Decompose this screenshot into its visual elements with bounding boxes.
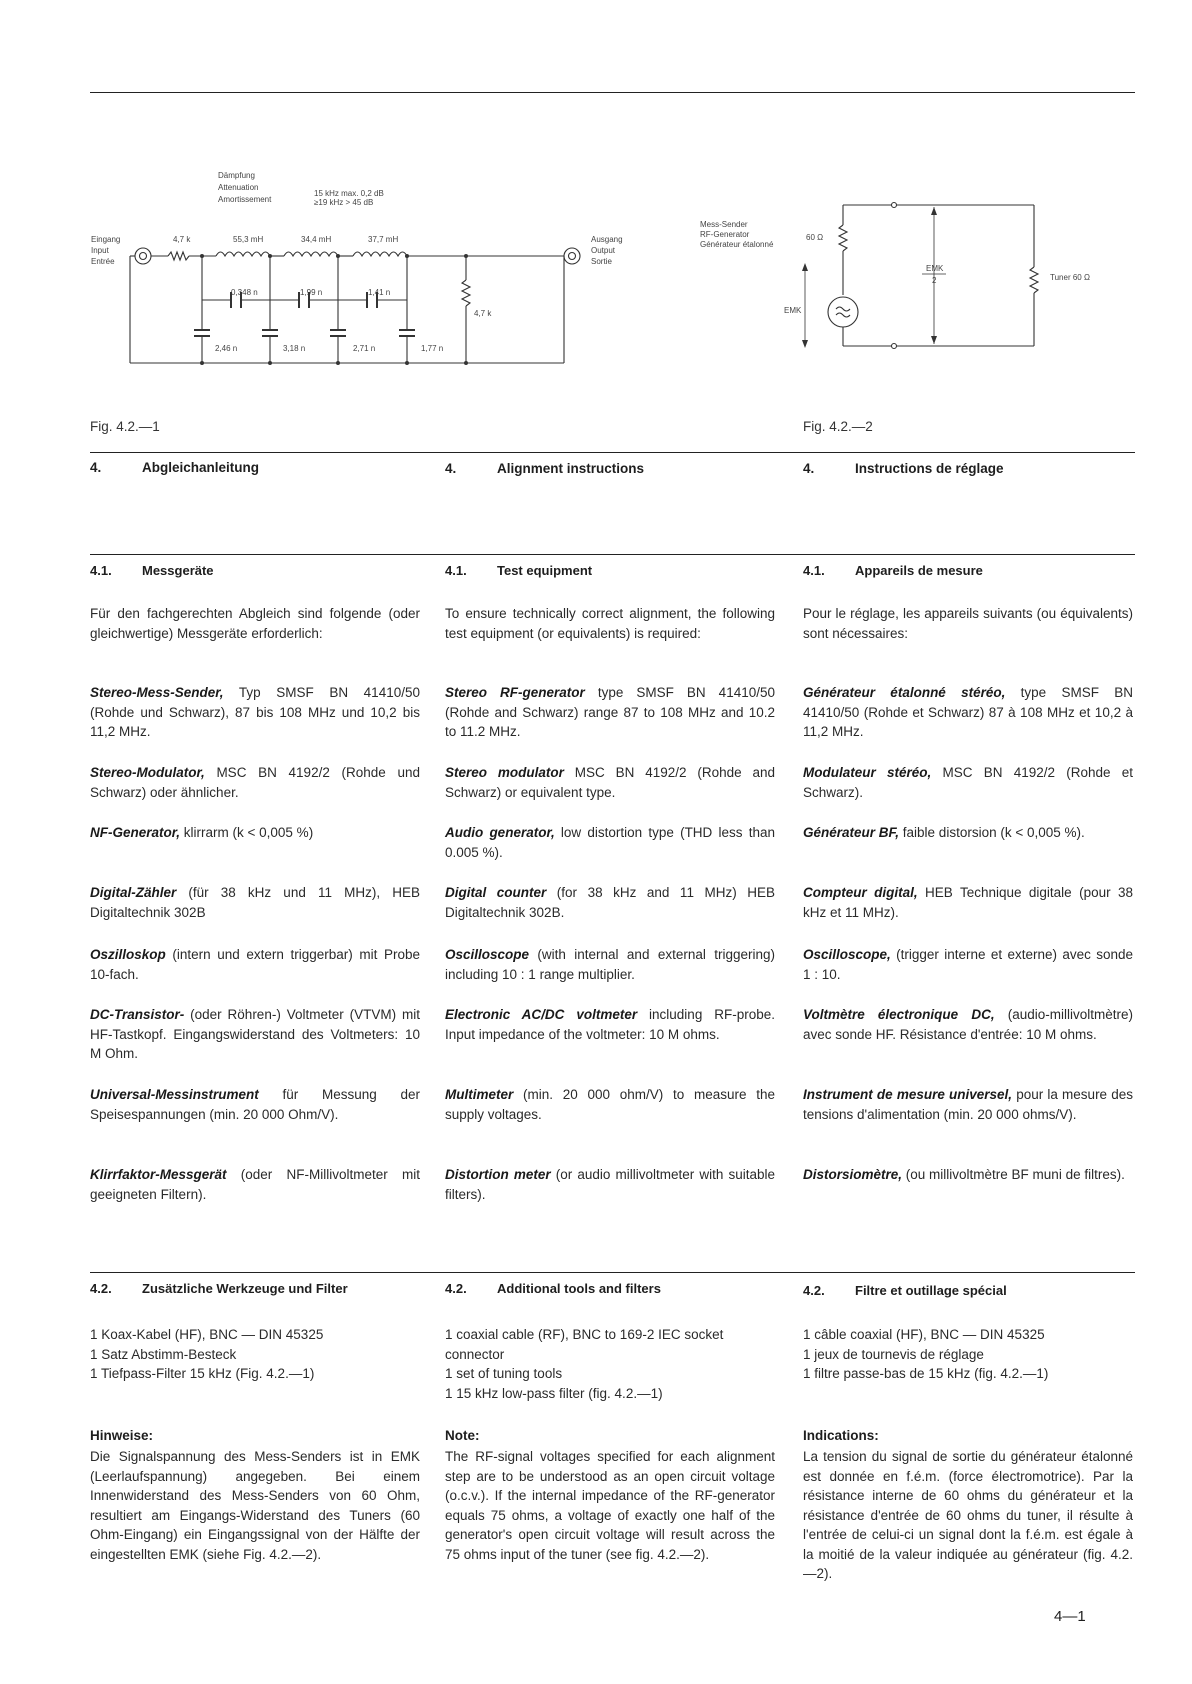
equipment-de-7: Universal-Messinstrument für Messung der Speisespannungen (min. 20 000 Ohm/V).: [90, 1087, 420, 1122]
tools-de: [90, 1325, 420, 1384]
tool-item: 1 Tiefpass-Filter 15 kHz (Fig. 4.2.—1): [90, 1366, 315, 1381]
heading-4-2-en: 4.2. Additional tools and filters: [445, 1281, 661, 1296]
tool-item: 1 coaxial cable (RF), BNC to 169-2 IEC socket connector: [445, 1327, 724, 1362]
note-title-fr: Indications:: [803, 1428, 879, 1443]
equipment-fr-8: Distorsiomètre, (ou millivoltmètre BF muni de filtres).: [803, 1167, 1125, 1182]
emk-half-numerator: EMK: [926, 264, 944, 273]
series-cap-2-value: 1,99 n: [300, 288, 323, 297]
equipment-en-8: Distortion meter (or audio millivoltmeter with suitable filters).: [445, 1167, 775, 1202]
output-label-de: Ausgang: [591, 235, 623, 244]
generator-label-en: RF-Generator: [700, 230, 750, 239]
tools-fr: [803, 1325, 1133, 1384]
tool-item: 1 Koax-Kabel (HF), BNC — DIN 45325: [90, 1327, 324, 1342]
input-label-fr: Entrée: [91, 257, 115, 266]
intro-en: To ensure technically correct alignment, the following test equipment (or equivalents) is required:: [445, 606, 775, 641]
shunt-cap-2-value: 3,18 n: [283, 344, 306, 353]
intro-fr: Pour le réglage, les appareils suivants (ou équivalents) sont nécessaires:: [803, 606, 1133, 641]
damping-value-2: ≥19 kHz > 45 dB: [314, 198, 374, 207]
damping-label-fr: Amortissement: [218, 195, 272, 204]
tool-item: 1 câble coaxial (HF), BNC — DIN 45325: [803, 1327, 1045, 1342]
input-label-en: Input: [91, 246, 109, 255]
emk-half-denominator: 2: [932, 276, 937, 285]
tool-item: 1 15 kHz low-pass filter (fig. 4.2.—1): [445, 1385, 663, 1401]
inductor-1-value: 55,3 mH: [233, 235, 264, 244]
equipment-de-5: Oszilloskop (intern und extern triggerbar) mit Probe 10-fach.: [90, 947, 420, 982]
tool-item: 1 jeux de tournevis de réglage: [803, 1346, 984, 1362]
equipment-en-2: Stereo modulator MSC BN 4192/2 (Rohde and Schwarz) or equivalent type.: [445, 765, 775, 800]
heading-4-2-fr: 4.2. Filtre et outillage spécial: [803, 1283, 1007, 1298]
heading-fr: 4. Instructions de réglage: [803, 461, 1004, 476]
figure-2-caption: Fig. 4.2.—2: [803, 419, 873, 434]
equipment-de-1: Stereo-Mess-Sender, Typ SMSF BN 41410/50 (Rohde und Schwarz), 87 bis 108 MHz und 10,2 bis 11,2 MHz.: [90, 685, 420, 739]
equipment-fr-3: Générateur BF, faible distorsion (k < 0,005 %).: [803, 825, 1085, 840]
equipment-en-5: Oscilloscope (with internal and external triggering) including 10 : 1 range multiplier.: [445, 947, 775, 982]
tool-item: 1 Satz Abstimm-Besteck: [90, 1346, 237, 1362]
equipment-de-6: DC-Transistor- (oder Röhren-) Voltmeter (VTVM) mit HF-Tastkopf. Eingangswiderstand des Voltmeters: 10 M Ohm.: [90, 1007, 420, 1061]
tuner-label: Tuner 60 Ω: [1050, 273, 1090, 282]
section-4-rule: [90, 452, 1135, 453]
equipment-de-4: Digital-Zähler (für 38 kHz und 11 MHz), HEB Digitaltechnik 302B: [90, 885, 420, 920]
series-cap-1-value: 0,348 n: [231, 288, 258, 297]
generator-label-de: Mess-Sender: [700, 220, 748, 229]
equipment-en-4: Digital counter (for 38 kHz and 11 MHz) HEB Digitaltechnik 302B.: [445, 885, 775, 920]
damping-value-1: 15 kHz max. 0,2 dB: [314, 189, 384, 198]
equipment-en-3: Audio generator, low distortion type (THD less than 0.005 %).: [445, 825, 775, 860]
inductor-3-value: 37,7 mH: [368, 235, 399, 244]
figure-1-caption: Fig. 4.2.—1: [90, 419, 160, 434]
equipment-de-8: Klirrfaktor-Messgerät (oder NF-Millivoltmeter mit geeigneten Filtern).: [90, 1167, 420, 1202]
input-label-de: Eingang: [91, 235, 121, 244]
equipment-fr-2: Modulateur stéréo, MSC BN 4192/2 (Rohde et Schwarz).: [803, 765, 1133, 800]
note-text-fr: La tension du signal de sortie du générateur étalonné est donnée en f.é.m. (force électromotrice). Par la résistance interne de 60 ohms du générateur et la résistance d'entrée de 60 ohms du tuner, il résulte à l'entrée de celui-ci un signal dont la f.é.m. est égale à la moitié de la valeur indiquée au générateur (fig. 4.2.—2).: [803, 1449, 1133, 1581]
heading-4-1-en: 4.1. Test equipment: [445, 563, 593, 578]
page-number: 4—1: [1054, 1608, 1086, 1625]
damping-label-en: Attenuation: [218, 183, 259, 192]
lowpass-filter-schematic: [88, 170, 623, 380]
note-title-en: Note:: [445, 1428, 480, 1443]
input-connector-icon: [135, 248, 151, 264]
equipment-en-1: Stereo RF-generator type SMSF BN 41410/50 (Rohde and Schwarz) range 87 to 108 MHz and 10.2 to 11.2 MHz.: [445, 685, 775, 739]
note-title-de: Hinweise:: [90, 1428, 154, 1443]
shunt-cap-3-value: 2,71 n: [353, 344, 376, 353]
equipment-fr-4: Compteur digital, HEB Technique digitale (pour 38 kHz et 11 MHz).: [803, 885, 1134, 920]
equipment-fr-1: Générateur étalonné stéréo, type SMSF BN 41410/50 (Rohde et Schwarz) 87 à 108 MHz et 10,2 à 11,2 MHz.: [803, 685, 1133, 739]
heading-4-1-fr: 4.1. Appareils de mesure: [803, 563, 983, 578]
output-label-fr: Sortie: [591, 257, 612, 266]
output-resistor-value: 4,7 k: [474, 309, 492, 318]
generator-tuner-schematic: [700, 205, 1140, 355]
tool-item: 1 set of tuning tools: [445, 1366, 563, 1381]
generator-label-fr: Générateur étalonné: [700, 240, 774, 249]
equipment-de-3: NF-Generator, klirrarm (k < 0,005 %): [90, 825, 314, 840]
tool-item: 1 filtre passe-bas de 15 kHz (fig. 4.2.—1): [803, 1366, 1049, 1381]
tools-en: [445, 1325, 775, 1403]
section-4-2-rule: [90, 1272, 1135, 1273]
equipment-en-6: Electronic AC/DC voltmeter including RF-probe. Input impedance of the voltmeter: 10 M ohms.: [445, 1007, 776, 1042]
top-rule: [90, 92, 1135, 93]
output-connector-icon: [564, 248, 580, 264]
generator-resistance-label: 60 Ω: [806, 233, 824, 242]
shunt-cap-4-value: 1,77 n: [421, 344, 444, 353]
output-label-en: Output: [591, 246, 616, 255]
heading-en: 4. Alignment instructions: [445, 461, 645, 476]
inductor-2-value: 34,4 mH: [301, 235, 332, 244]
damping-label-de: Dämpfung: [218, 171, 255, 180]
equipment-en-7: Multimeter (min. 20 000 ohm/V) to measure the supply voltages.: [445, 1087, 775, 1122]
emk-label: EMK: [784, 306, 802, 315]
input-resistor-value: 4,7 k: [173, 235, 191, 244]
equipment-fr-5: Oscilloscope, (trigger interne et externe) avec sonde 1 : 10.: [803, 947, 1133, 982]
equipment-de-2: Stereo-Modulator, MSC BN 4192/2 (Rohde und Schwarz) oder ähnlicher.: [90, 765, 420, 800]
equipment-fr-6: Voltmètre électronique DC, (audio-millivoltmètre) avec sonde HF. Résistance d'entrée: 10 M ohms.: [803, 1007, 1133, 1042]
heading-4-2-de: 4.2. Zusätzliche Werkzeuge und Filter: [90, 1281, 348, 1296]
signal-source-icon: [828, 297, 858, 327]
section-4-1-rule: [90, 554, 1135, 555]
intro-de: Für den fachgerechten Abgleich sind folgende (oder gleichwertige) Messgeräte erforderlich:: [90, 606, 420, 641]
equipment-fr-7: Instrument de mesure universel, pour la mesure des tensions d'alimentation (min. 20 000 ohms/V).: [803, 1087, 1133, 1122]
heading-de: 4. Abgleichanleitung: [90, 460, 260, 475]
shunt-cap-1-value: 2,46 n: [215, 344, 238, 353]
heading-4-1-de: 4.1. Messgeräte: [90, 563, 214, 578]
note-text-de: Die Signalspannung des Mess-Senders ist in EMK (Leerlaufspannung) angegeben. Bei einem Innenwiderstand des Mess-Senders von 60 Ohm, resultiert am Eingangs-Widerstand des Tuners (60 Ohm-Eingang) ein Eingangssignal von der Hälfte der eingestellten EMK (siehe Fig. 4.2.—2).: [90, 1449, 420, 1562]
series-cap-3-value: 1,41 n: [368, 288, 391, 297]
note-text-en: The RF-signal voltages specified for each alignment step are to be understood as an open circuit voltage (o.c.v.). If the internal impedance of the RF-generator equals 75 ohms, a voltage of exactly one half of the generator's open circuit voltage will result across the 75 ohms input of the tuner (see fig. 4.2.—2).: [445, 1449, 775, 1562]
